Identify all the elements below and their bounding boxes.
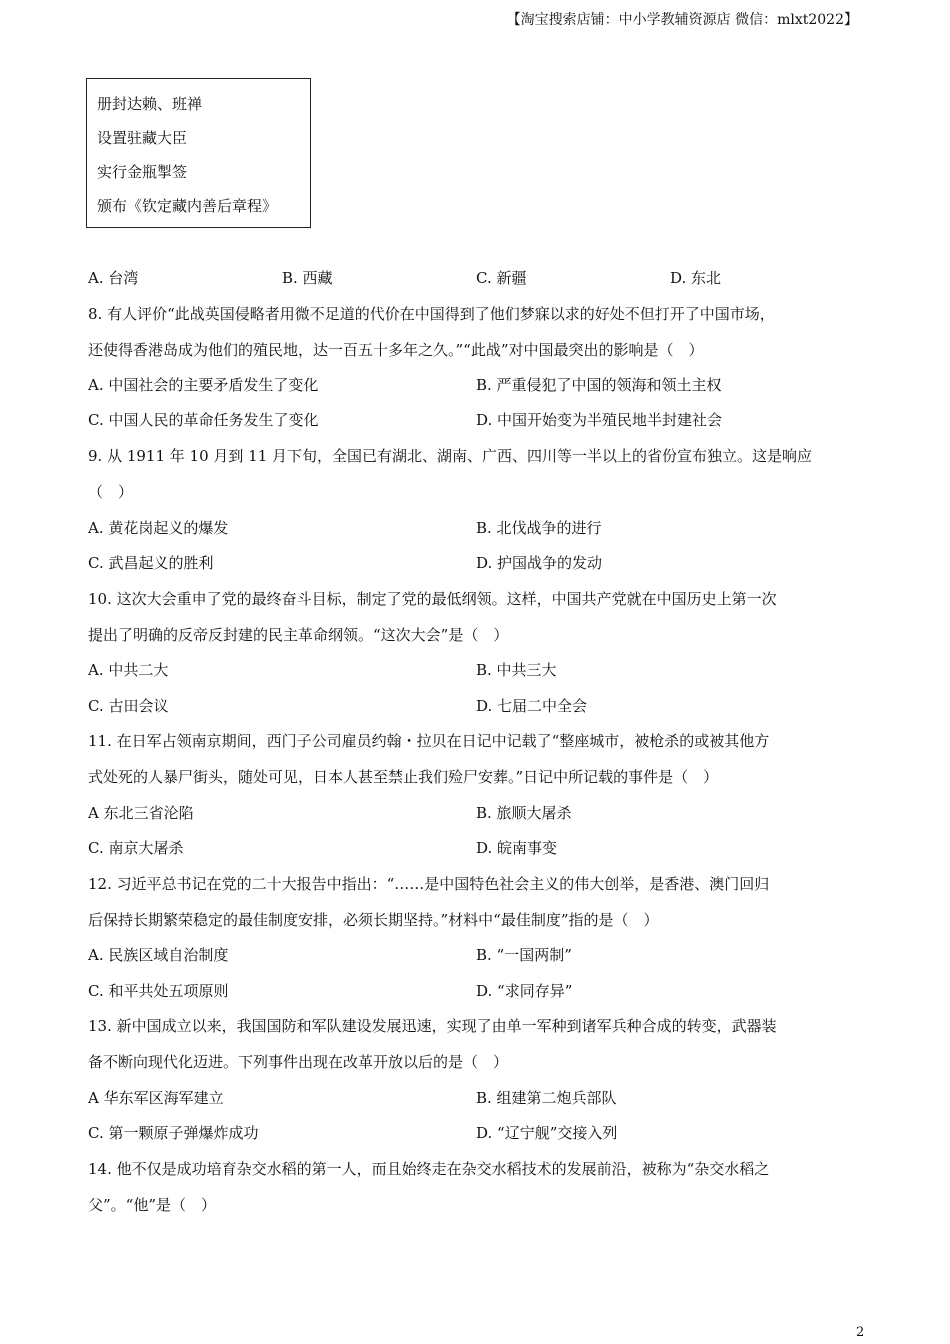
q10-option-c: C. 古田会议 bbox=[88, 697, 169, 715]
q8-stem-line: 8. 有人评价“此战英国侵略者用微不足道的代价在中国得到了他们梦寐以求的好处不但打开了中国市场， bbox=[88, 305, 775, 323]
q13-stem-line: 备不断向现代化迈进。下列事件出现在改革开放以后的是（ ） bbox=[88, 1053, 509, 1071]
q8-option-b: B. 严重侵犯了中国的领海和领土主权 bbox=[476, 376, 722, 394]
q9-option-b: B. 北伐战争的进行 bbox=[476, 519, 602, 537]
q12-stem-line: 后保持长期繁荣稳定的最佳制度安排，必须长期坚持。”材料中“最佳制度”指的是（ ） bbox=[88, 911, 659, 929]
q13-stem-line: 13. 新中国成立以来，我国国防和军队建设发展迅速，实现了由单一军种到诸军兵种合成的转变，武器装 bbox=[88, 1017, 777, 1035]
q11-option-d: D. 皖南事变 bbox=[476, 839, 558, 857]
q9-option-a: A. 黄花岗起义的爆发 bbox=[88, 519, 229, 537]
q7-box-line: 实行金瓶掣签 bbox=[97, 163, 188, 181]
q11-stem-line: 11. 在日军占领南京期间，西门子公司雇员约翰・拉贝在日记中记载了“整座城市，被枪杀的或被其他方 bbox=[88, 732, 770, 750]
q9-option-d: D. 护国战争的发动 bbox=[476, 554, 603, 572]
q9-option-c: C. 武昌起义的胜利 bbox=[88, 554, 214, 572]
page-header: 【淘宝搜索店铺：中小学教辅资源店 微信：mlxt2022】 bbox=[506, 12, 858, 28]
q7-box-line: 设置驻藏大臣 bbox=[97, 129, 188, 147]
q12-option-b: B. “一国两制” bbox=[476, 946, 572, 964]
q12-option-a: A. 民族区域自治制度 bbox=[88, 946, 229, 964]
q7-option-c: C. 新疆 bbox=[476, 269, 527, 287]
q14-stem-line: 14. 他不仅是成功培育杂交水稻的第一人，而且始终走在杂交水稻技术的发展前沿，被称为“杂交水稻之 bbox=[88, 1160, 770, 1178]
q12-stem-line: 12. 习近平总书记在党的二十大报告中指出：“……是中国特色社会主义的伟大创举，是香港、澳门回归 bbox=[88, 875, 770, 893]
q12-option-d: D. “求同存异” bbox=[476, 982, 573, 1000]
q12-option-c: C. 和平共处五项原则 bbox=[88, 982, 229, 1000]
q9-stem-line: （ ） bbox=[88, 483, 134, 501]
q9-stem-line: 9. 从 1911 年 10 月到 11 月下旬，全国已有湖北、湖南、广西、四川等一半以上的省份宣布独立。这是响应 bbox=[88, 447, 813, 465]
q11-option-c: C. 南京大屠杀 bbox=[88, 839, 184, 857]
q11-stem-line: 式处死的人暴尸街头，随处可见，日本人甚至禁止我们殓尸安葬。”日记中所记载的事件是（ ） bbox=[88, 768, 719, 786]
q10-option-b: B. 中共三大 bbox=[476, 661, 557, 679]
q8-option-c: C. 中国人民的革命任务发生了变化 bbox=[88, 411, 319, 429]
q7-option-b: B. 西藏 bbox=[282, 269, 333, 287]
q13-option-c: C. 第一颗原子弹爆炸成功 bbox=[88, 1124, 259, 1142]
q13-option-a: A 华东军区海军建立 bbox=[88, 1089, 224, 1107]
q11-option-b: B. 旅顺大屠杀 bbox=[476, 804, 572, 822]
q7-box-line: 册封达赖、班禅 bbox=[97, 95, 203, 113]
q11-option-a: A 东北三省沦陷 bbox=[88, 804, 194, 822]
q13-option-d: D. “辽宁舰”交接入列 bbox=[476, 1124, 618, 1142]
q8-stem-line: 还使得香港岛成为他们的殖民地，达一百五十多年之久。”“此战”对中国最突出的影响是（ ） bbox=[88, 341, 704, 359]
q7-option-a: A. 台湾 bbox=[88, 269, 139, 287]
q13-option-b: B. 组建第二炮兵部队 bbox=[476, 1089, 617, 1107]
q14-stem-line: 父”。“他”是（ ） bbox=[88, 1196, 217, 1214]
q8-option-a: A. 中国社会的主要矛盾发生了变化 bbox=[88, 376, 319, 394]
q10-option-a: A. 中共二大 bbox=[88, 661, 169, 679]
page-number: 2 bbox=[856, 1325, 865, 1340]
q10-stem-line: 提出了明确的反帝反封建的民主革命纲领。“这次大会”是（ ） bbox=[88, 626, 509, 644]
q10-option-d: D. 七届二中全会 bbox=[476, 697, 588, 715]
q7-option-d: D. 东北 bbox=[670, 269, 722, 287]
q7-box-line: 颁布《钦定藏内善后章程》 bbox=[97, 197, 278, 215]
q8-option-d: D. 中国开始变为半殖民地半封建社会 bbox=[476, 411, 723, 429]
q7-material-box bbox=[86, 78, 311, 228]
q10-stem-line: 10. 这次大会重申了党的最终奋斗目标，制定了党的最低纲领。这样，中国共产党就在中国历史上第一次 bbox=[88, 590, 777, 608]
